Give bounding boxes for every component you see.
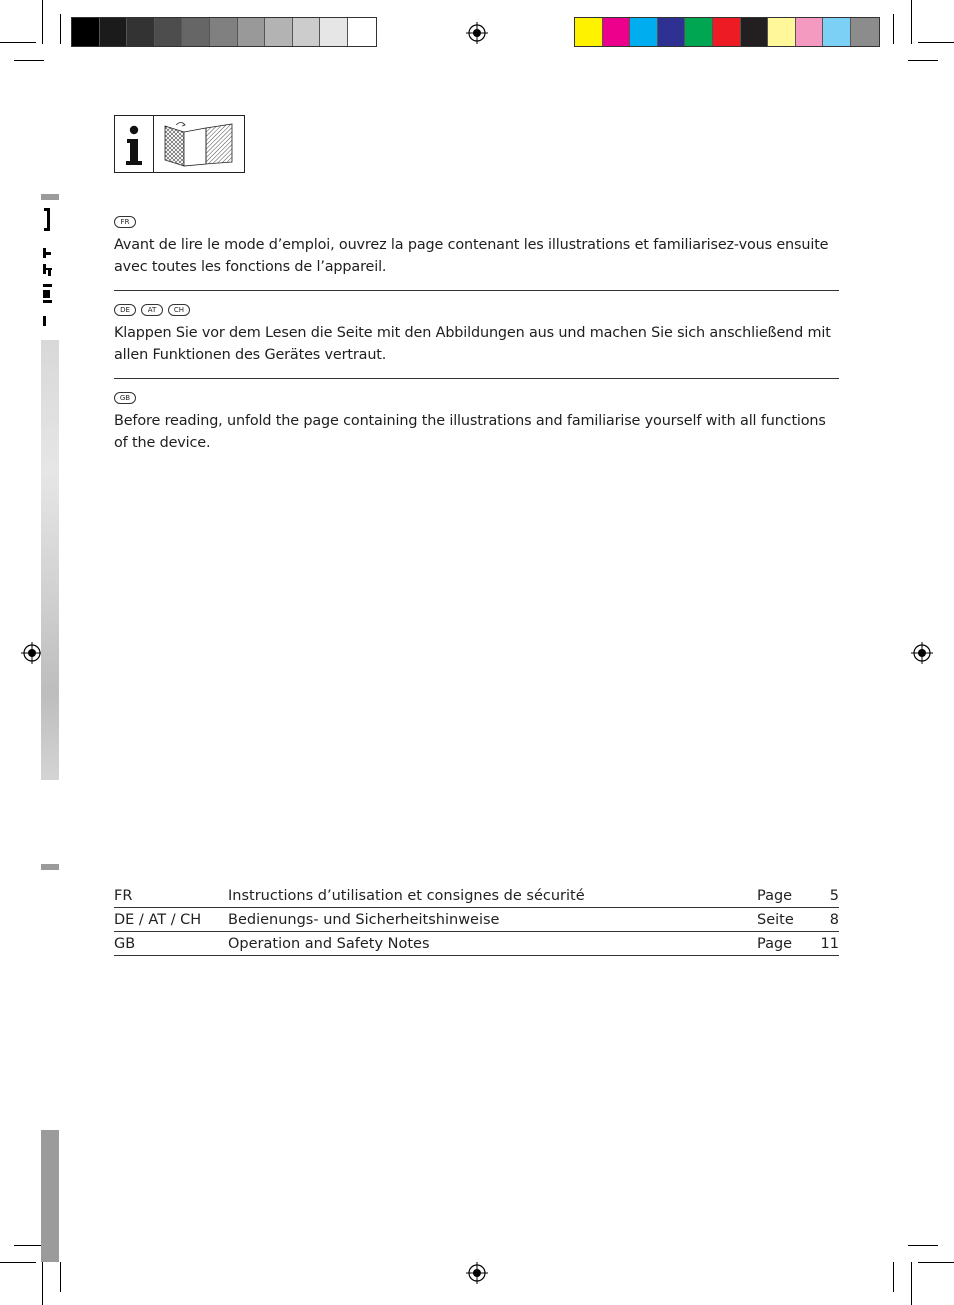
process-swatch-5 (713, 18, 741, 46)
toc-page-number: 8 (829, 911, 839, 928)
process-swatch-6 (741, 18, 769, 46)
crop-mark-top-right-v (911, 0, 912, 44)
badge-fr: FR (114, 216, 136, 228)
crop-mark-bottom-left-v (42, 1262, 43, 1305)
side-tab-bottom (41, 1130, 59, 1262)
badge-ch: CH (168, 304, 190, 316)
toc-page-word: Page (757, 935, 793, 952)
badge-de: DE (114, 304, 136, 316)
language-badges-de (114, 304, 839, 318)
crop-mark-top-right-v2 (893, 14, 894, 44)
section-divider-2 (114, 378, 839, 379)
section-divider-1 (114, 290, 839, 291)
grayscale-swatch-0 (72, 18, 100, 46)
toc-title: Instructions d’utilisation et consignes de sécurité (228, 887, 585, 904)
crop-mark-top-left-h (0, 42, 36, 43)
unfold-page-icon (154, 116, 244, 172)
language-badges-fr (114, 216, 839, 230)
intro-paragraph-gb: Before reading, unfold the page containing the illustrations and familiarise yourself with all functions of the device. (114, 413, 826, 451)
toc-page-number: 11 (820, 935, 839, 952)
toc-language: GB (114, 935, 136, 952)
registration-mark-right-icon (911, 642, 933, 664)
grayscale-swatch-1 (100, 18, 128, 46)
info-icon-box (114, 115, 154, 173)
grayscale-swatch-4 (182, 18, 210, 46)
process-color-bar (574, 17, 880, 47)
grayscale-swatch-8 (293, 18, 321, 46)
process-swatch-7 (768, 18, 796, 46)
grayscale-color-bar (71, 17, 377, 47)
registration-mark-top-icon (466, 22, 488, 44)
language-badges-gb (114, 392, 839, 406)
registration-mark-bottom-icon (466, 1262, 488, 1284)
process-swatch-3 (658, 18, 686, 46)
toc-row-fr[interactable] (114, 884, 839, 908)
crop-mark-top-left-h2 (14, 60, 44, 61)
toc-row-de[interactable] (114, 908, 839, 932)
unfold-page-box (153, 115, 245, 173)
crop-mark-bottom-right-h (918, 1262, 954, 1263)
side-tab-middle (41, 864, 59, 870)
side-tab-top (41, 194, 59, 200)
process-swatch-8 (796, 18, 824, 46)
crop-mark-top-right-h (918, 42, 954, 43)
crop-mark-top-left-v (42, 0, 43, 44)
grayscale-swatch-6 (238, 18, 266, 46)
info-icon (115, 116, 153, 172)
badge-at: AT (141, 304, 163, 316)
toc-page-word: Seite (757, 911, 794, 928)
table-of-contents (114, 884, 839, 956)
grayscale-swatch-5 (210, 18, 238, 46)
section-fr (114, 216, 839, 278)
crop-mark-bottom-right-v (911, 1262, 912, 1305)
intro-paragraph-fr: Avant de lire le mode d’emploi, ouvrez la page contenant les illustrations et familiarisez-vous ensuite avec toutes les fonctions de l’appareil. (114, 237, 829, 275)
crop-mark-bottom-left-h2 (14, 1245, 44, 1246)
grayscale-swatch-9 (320, 18, 348, 46)
process-swatch-4 (685, 18, 713, 46)
process-swatch-9 (823, 18, 851, 46)
process-swatch-2 (630, 18, 658, 46)
badge-gb: GB (114, 392, 136, 404)
toc-title: Operation and Safety Notes (228, 935, 430, 952)
section-de (114, 304, 839, 366)
crop-mark-bottom-left-h (0, 1262, 36, 1263)
toc-page-word: Page (757, 887, 793, 904)
side-product-photo-strip (41, 340, 59, 780)
toc-row-gb[interactable] (114, 932, 839, 956)
registration-mark-left-icon (21, 642, 43, 664)
process-swatch-1 (603, 18, 631, 46)
grayscale-swatch-2 (127, 18, 155, 46)
crop-mark-bottom-right-v2 (893, 1262, 894, 1292)
crop-mark-bottom-right-h2 (908, 1245, 938, 1246)
crop-mark-top-right-h2 (908, 60, 938, 61)
toc-page-number: 5 (829, 887, 839, 904)
toc-language: DE / AT / CH (114, 911, 202, 928)
toc-language: FR (114, 887, 133, 904)
crop-mark-bottom-left-v2 (60, 1262, 61, 1292)
side-language-glyphs (40, 208, 54, 333)
process-swatch-10 (851, 18, 879, 46)
grayscale-swatch-7 (265, 18, 293, 46)
grayscale-swatch-3 (155, 18, 183, 46)
process-swatch-0 (575, 18, 603, 46)
section-gb (114, 392, 839, 454)
intro-paragraph-de: Klappen Sie vor dem Lesen die Seite mit den Abbildungen aus und machen Sie sich anschließend mit allen Funktionen des Gerätes vertraut. (114, 325, 831, 363)
grayscale-swatch-10 (348, 18, 376, 46)
toc-title: Bedienungs- und Sicherheitshinweise (228, 911, 500, 928)
crop-mark-top-left-v2 (60, 14, 61, 44)
